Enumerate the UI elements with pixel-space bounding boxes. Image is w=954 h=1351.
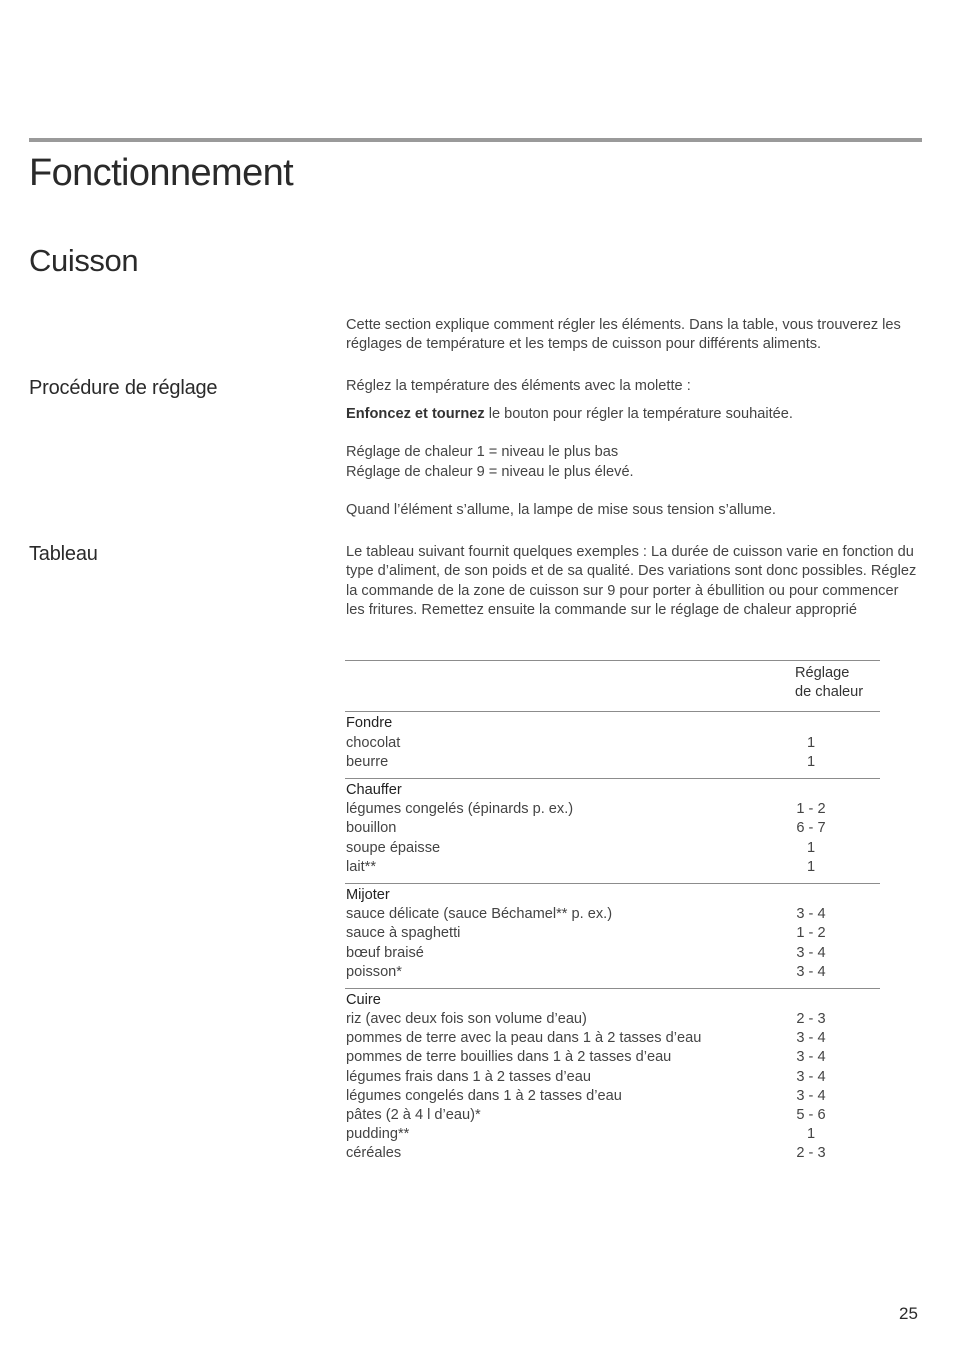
food-item: chocolat <box>346 734 401 751</box>
table-body <box>345 712 880 1169</box>
food-item: riz (avec deux fois son volume d’eau) <box>346 1011 587 1028</box>
heat-setting-value: 3 - 4 <box>796 1049 826 1066</box>
table-row <box>346 1068 880 1087</box>
top-divider <box>29 138 922 142</box>
table-group <box>345 779 880 884</box>
table-row <box>346 753 880 772</box>
food-item: pâtes (2 à 4 l d’eau)* <box>346 1107 481 1124</box>
food-item: bœuf braisé <box>346 944 424 961</box>
group-heading: Chauffer <box>346 781 402 798</box>
procedure-line-1: Réglez la température des éléments avec la molette : <box>346 378 691 394</box>
group-heading: Fondre <box>346 715 393 732</box>
food-item: légumes congelés dans 1 à 2 tasses d’eau <box>346 1087 622 1104</box>
procedure-line-2 <box>346 405 922 424</box>
heat-setting-value: 6 - 7 <box>796 820 826 837</box>
heat-setting-value: 3 - 4 <box>796 963 826 980</box>
food-item: poisson* <box>346 963 402 980</box>
heat-setting-value: 1 <box>806 734 816 751</box>
header-line-2: de chaleur <box>795 684 864 701</box>
chapter-title: Fonctionnement <box>29 152 294 194</box>
heat-setting-value: 2 - 3 <box>796 1145 826 1162</box>
food-item: beurre <box>346 753 389 770</box>
heat-setting-value: 1 <box>806 1126 816 1143</box>
table-row <box>346 905 880 924</box>
setting-high: Réglage de chaleur 9 = niveau le plus élevé. <box>346 464 634 480</box>
table-row <box>346 924 880 943</box>
heat-setting-value: 1 <box>806 858 816 875</box>
food-item: soupe épaisse <box>346 839 441 856</box>
table-row <box>346 1048 880 1067</box>
food-item: sauce à spaghetti <box>346 925 461 942</box>
intro-paragraph: Cette section explique comment régler les éléments. Dans la table, vous trouverez les réglages de température et les temps de cuisson pour différents aliments. <box>346 317 901 353</box>
table-group <box>345 884 880 989</box>
heat-setting-value: 3 - 4 <box>796 944 826 961</box>
food-item: légumes frais dans 1 à 2 tasses d’eau <box>346 1068 591 1085</box>
table-row <box>346 1144 880 1163</box>
tableau-paragraph: Le tableau suivant fournit quelques exemples : La durée de cuisson varie en fonction du type d’aliment, de son poids et de sa qualité. Des variations sont donc possibles. Réglez la commande de la zone de cuisson sur 9 pour porter à ébullition ou pour commencer les fritures. Remettez ensuite la commande sur le réglage de chaleur approprié <box>346 544 917 618</box>
table-row <box>346 858 880 877</box>
food-item: bouillon <box>346 820 397 837</box>
heat-setting-value: 1 - 2 <box>796 925 826 942</box>
table-group <box>345 989 880 1170</box>
table-row <box>346 963 880 982</box>
table-row <box>346 819 880 838</box>
table-row <box>346 1087 880 1106</box>
group-heading: Cuire <box>346 991 381 1008</box>
group-heading: Mijoter <box>346 886 390 903</box>
section-title: Cuisson <box>29 243 139 278</box>
food-item: sauce délicate (sauce Béchamel** p. ex.) <box>346 906 613 923</box>
table-group <box>345 712 880 779</box>
heat-setting-value: 3 - 4 <box>796 906 826 923</box>
heat-setting-value: 2 - 3 <box>796 1011 826 1028</box>
page-number: 25 <box>899 1304 918 1323</box>
procedure-bold-instruction: Enfoncez et tournez <box>346 406 485 422</box>
lamp-note: Quand l’élément s’allume, la lampe de mise sous tension s’allume. <box>346 502 776 518</box>
heat-setting-value: 3 - 4 <box>796 1068 826 1085</box>
food-item: céréales <box>346 1145 402 1162</box>
food-item: lait** <box>346 858 377 875</box>
heat-setting-value: 1 <box>806 839 816 856</box>
food-item: pommes de terre bouillies dans 1 à 2 tasses d’eau <box>346 1049 672 1066</box>
table-row <box>346 944 880 963</box>
food-item: légumes congelés (épinards p. ex.) <box>346 801 574 818</box>
table-row <box>346 1010 880 1029</box>
heat-setting-value: 3 - 4 <box>796 1087 826 1104</box>
table-row <box>346 1029 880 1048</box>
cooking-table <box>345 660 880 1170</box>
food-item: pudding** <box>346 1126 410 1143</box>
heat-setting-value: 3 - 4 <box>796 1030 826 1047</box>
table-row <box>346 734 880 753</box>
heat-setting-value: 5 - 6 <box>796 1107 826 1124</box>
header-line-1: Réglage <box>795 665 850 681</box>
heat-setting-value: 1 <box>806 753 816 770</box>
setting-low: Réglage de chaleur 1 = niveau le plus bas <box>346 444 619 460</box>
table-row <box>346 800 880 819</box>
procedure-instruction-rest: le bouton pour régler la température souhaitée. <box>484 406 793 422</box>
tableau-title: Tableau <box>29 543 98 565</box>
heat-setting-value: 1 - 2 <box>796 801 826 818</box>
table-header <box>345 661 880 712</box>
table-row <box>346 1106 880 1125</box>
procedure-title: Procédure de réglage <box>29 377 218 399</box>
table-row <box>346 839 880 858</box>
table-row <box>346 1125 880 1144</box>
food-item: pommes de terre avec la peau dans 1 à 2 tasses d’eau <box>346 1030 702 1047</box>
